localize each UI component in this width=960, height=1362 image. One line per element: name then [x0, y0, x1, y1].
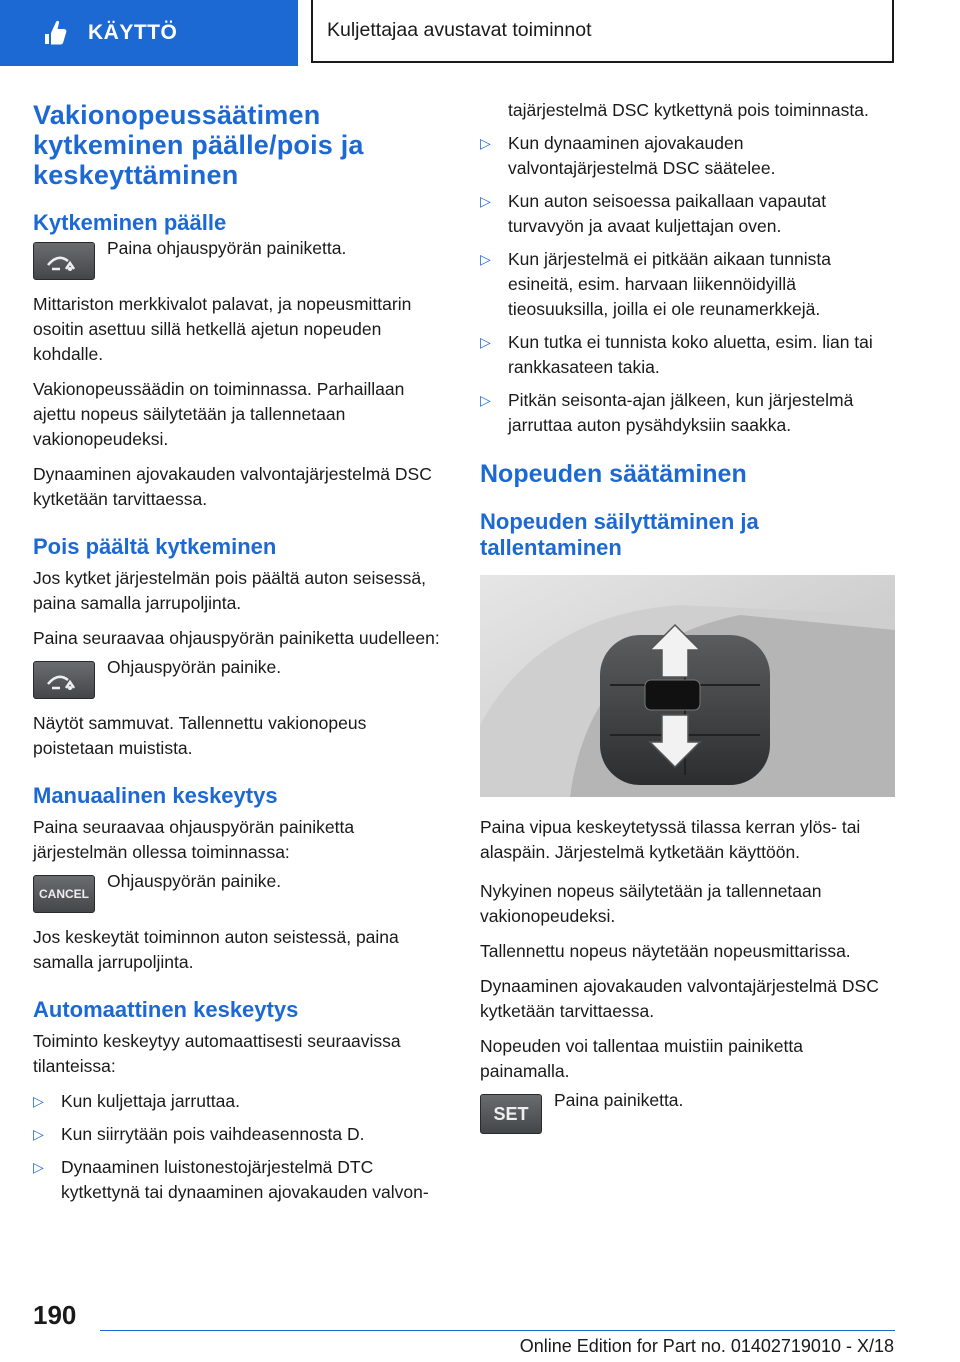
set-button-row: [480, 1090, 895, 1134]
section-tab[interactable]: [0, 0, 298, 66]
cruise-control-button-icon: [33, 242, 95, 280]
heading-speed-adjust: Nopeuden säätäminen: [480, 460, 747, 488]
paragraph: Nopeuden voi tallentaa muistiin painiketta painamalla.: [480, 1036, 803, 1081]
paragraph: Paina seuraavaa ohjauspyörän painiketta uudelleen:: [33, 628, 440, 648]
list-item: ▷ Kun kuljettaja jarruttaa.: [33, 1089, 448, 1114]
paragraph: Nykyinen nopeus säilytetään ja tallennetaan vakionopeudeksi.: [480, 881, 822, 926]
list-item: ▷ Kun siirrytään pois vaihdeasennosta D.: [33, 1122, 448, 1147]
switch-off-caption: Ohjauspyörän painike.: [107, 657, 282, 677]
cancel-caption: Ohjauspyörän painike.: [107, 871, 282, 891]
set-caption: Paina painiketta.: [554, 1090, 684, 1110]
paragraph: Paina seuraavaa ohjauspyörän painiketta järjestelmän ollessa toiminnassa:: [33, 817, 355, 862]
cancel-label: CANCEL: [39, 887, 89, 901]
left-column: [33, 100, 448, 1215]
paragraph: Jos kytket järjestelmän pois päältä auton seisessä, paina samalla jarrupoljinta.: [33, 568, 426, 613]
paragraph: Toiminto keskeytyy automaattisesti seuraavissa tilanteissa:: [33, 1031, 401, 1076]
paragraph: Jos keskeytät toiminnon auton seistessä, paina samalla jarrupoljinta.: [33, 927, 399, 972]
switch-off-button-row: [33, 657, 448, 699]
heading-switch-on: Kytkeminen päälle: [33, 210, 227, 235]
cruise-control-button-icon: [33, 661, 95, 699]
paragraph: Paina vipua keskeytetyssä tilassa kerran ylös- tai alaspäin. Järjestelmä kytketään käyttöön.: [480, 817, 861, 862]
list-item: ▷ Kun dynaaminen ajovakauden valvontajärjestelmä DSC säätelee.: [480, 131, 895, 181]
list-item: ▷ Kun järjestelmä ei pitkään aikaan tunnista esineitä, esim. harvaan liikennöidyillä tieosuuksilla, joilla ei ole reunamerkkejä.: [480, 247, 895, 322]
section-title: Vakionopeussäätimen kytkeminen päälle/pois ja keskeyttäminen: [33, 100, 364, 190]
list-item: ▷ Kun tutka ei tunnista koko aluetta, esim. lian tai rankkasateen takia.: [480, 330, 895, 380]
chapter-title: Kuljettajaa avustavat toiminnot: [311, 0, 894, 63]
set-label: SET: [493, 1103, 529, 1124]
auto-pause-list-continued: [480, 98, 895, 438]
auto-pause-list: [33, 1089, 448, 1205]
list-item-continuation: tajärjestelmä DSC kytkettynä pois toiminnasta.: [508, 100, 869, 120]
heading-switch-off: Pois päältä kytkeminen: [33, 534, 277, 559]
list-item: ▷ Kun auton seisoessa paikallaan vapautat turvavyön ja avaat kuljettajan oven.: [480, 189, 895, 239]
heading-manual-pause: Manuaalinen keskeytys: [33, 783, 278, 808]
paragraph: Mittariston merkkivalot palavat, ja nopeusmittarin osoitin asettuu sillä hetkellä ajetun nopeuden kohdalle.: [33, 294, 412, 364]
steering-wheel-lever-image: [480, 575, 895, 797]
edition-text: Online Edition for Part no. 01402719010 - X/18: [519, 1336, 894, 1356]
pointing-hand-icon: [40, 18, 70, 48]
cancel-button-row: [33, 871, 448, 913]
switch-on-caption: Paina ohjauspyörän painiketta.: [107, 238, 347, 258]
cancel-button-icon: [33, 875, 95, 913]
footer-divider: [100, 1330, 895, 1331]
paragraph: Dynaaminen ajovakauden valvontajärjestelmä DSC kytketään tarvittaessa.: [33, 464, 432, 509]
heading-auto-pause: Automaattinen keskeytys: [33, 997, 299, 1022]
list-item: ▷ Dynaaminen luistonestojärjestelmä DTC kytkettynä tai dynaaminen ajovakauden valvon-: [33, 1155, 448, 1205]
section-tab-label: KÄYTTÖ: [88, 21, 178, 44]
paragraph: Dynaaminen ajovakauden valvontajärjestelmä DSC kytketään tarvittaessa.: [480, 976, 879, 1021]
switch-on-button-row: [33, 238, 448, 280]
paragraph: Näytöt sammuvat. Tallennettu vakionopeus poistetaan muistista.: [33, 713, 367, 758]
paragraph: Vakionopeussäädin on toiminnassa. Parhaillaan ajettu nopeus säilytetään ja tallennetaan vakionopeudeksi.: [33, 379, 405, 449]
page-number: 190: [33, 1300, 77, 1330]
paragraph: Tallennettu nopeus näytetään nopeusmittarissa.: [480, 941, 851, 961]
list-item: ▷ Pitkän seisonta-ajan jälkeen, kun järjestelmä jarruttaa auton pysähdyksiin saakka.: [480, 388, 895, 438]
heading-speed-store: Nopeuden säilyttäminen ja tallentaminen: [480, 509, 759, 560]
right-column: [480, 98, 895, 1146]
set-button-icon: [480, 1094, 542, 1134]
